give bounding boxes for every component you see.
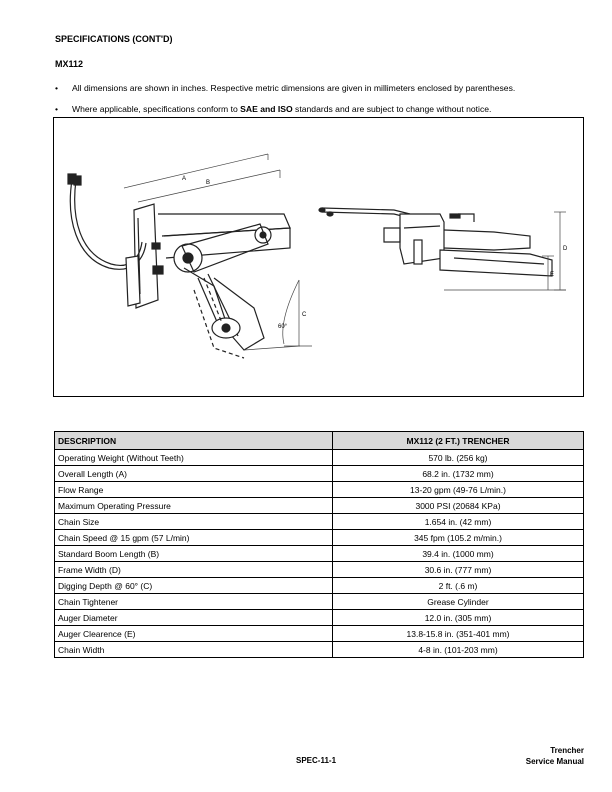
spec-description: Chain Tightener [55,594,333,610]
label-d: D [563,246,568,252]
table-row [55,626,584,642]
product-name: Trencher [550,746,584,755]
spec-value: 2 ft. (.6 m) [333,578,584,594]
table-row [55,578,584,594]
note-dimensions [55,83,515,93]
manual-title [526,745,584,767]
spec-value: 3000 PSI (20684 KPa) [333,498,584,514]
label-b: B [206,180,211,186]
table-row [55,466,584,482]
table-row [55,450,584,466]
spec-description: Standard Boom Length (B) [55,546,333,562]
spec-value: 4-8 in. (101-203 mm) [333,642,584,658]
spec-description: Chain Speed @ 15 gpm (57 L/min) [55,530,333,546]
trencher-drawing [54,118,585,398]
label-e: E [550,272,555,278]
table-row [55,642,584,658]
spec-description: Flow Range [55,482,333,498]
spec-description: Overall Length (A) [55,466,333,482]
trencher-figure [53,117,584,397]
spec-description: Maximum Operating Pressure [55,498,333,514]
trencher-boom [174,224,271,358]
section-title: SPECIFICATIONS (CONT'D) [55,34,173,44]
spec-description: Auger Diameter [55,610,333,626]
table-row [55,514,584,530]
spec-value: 13.8-15.8 in. (351-401 mm) [333,626,584,642]
spec-description: Frame Width (D) [55,562,333,578]
spec-value: 68.2 in. (1732 mm) [333,466,584,482]
page-number: SPEC-11-1 [296,756,337,765]
spec-value: Grease Cylinder [333,594,584,610]
mounting-frame [126,204,290,308]
model-heading: MX112 [55,59,84,69]
table-header-row [55,432,584,450]
table-row [55,498,584,514]
manual-name: Service Manual [525,757,584,766]
table-row [55,546,584,562]
bullet-icon: • [55,83,59,93]
spec-value: 13-20 gpm (49-76 L/min.) [333,482,584,498]
spec-value: 30.6 in. (777 mm) [333,562,584,578]
label-a: A [182,176,187,182]
side-view-trencher [319,208,555,278]
spec-description: Chain Size [55,514,333,530]
spec-value: 12.0 in. (305 mm) [333,610,584,626]
spec-description: Chain Width [55,642,333,658]
table-row [55,482,584,498]
table-row [55,530,584,546]
note-standards [55,104,491,114]
note-dimensions-text: All dimensions are shown in inches. Respective metric dimensions are given in millimeters enclosed by parentheses. [72,83,516,93]
table-row [55,610,584,626]
spec-value: 39.4 in. (1000 mm) [333,546,584,562]
spec-value: 345 fpm (105.2 m/min.) [333,530,584,546]
note-standards-bold: SAE and ISO [240,104,293,114]
spec-value: 1.654 in. (42 mm) [333,514,584,530]
table-row [55,594,584,610]
column-header-description: DESCRIPTION [55,432,333,450]
bullet-icon: • [55,104,59,114]
column-header-model: MX112 (2 FT.) TRENCHER [333,432,584,450]
table-body [55,450,584,658]
spec-description: Auger Clearence (E) [55,626,333,642]
spec-description: Digging Depth @ 60° (C) [55,578,333,594]
table-row [55,562,584,578]
note-standards-pre: Where applicable, specifications conform to [72,104,241,114]
specifications-table [54,431,584,658]
label-c: C [302,312,307,318]
note-standards-post: standards and are subject to change without notice. [292,104,492,114]
spec-value: 570 lb. (256 kg) [333,450,584,466]
spec-description: Operating Weight (Without Teeth) [55,450,333,466]
label-angle: 60° [278,324,288,330]
